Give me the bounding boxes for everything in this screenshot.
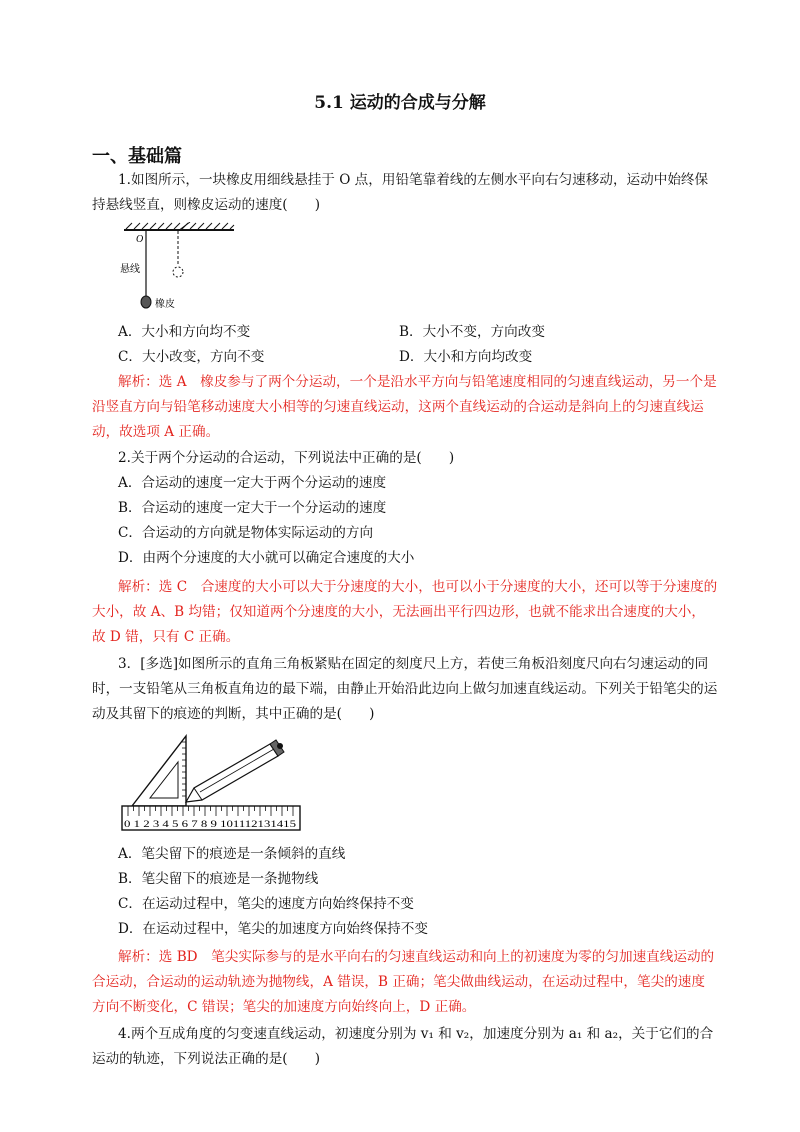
q3-option-b: B．笔尖留下的痕迹是一条抛物线 <box>118 871 319 887</box>
question-1-stem: 1.如图所示，一块橡皮用细线悬挂于 O 点，用铅笔靠着线的左侧水平向右匀速移动，运动中始终保持悬线竖直，则橡皮运动的速度( ) <box>92 172 709 213</box>
q1-option-c: C．大小改变，方向不变 <box>118 349 265 365</box>
question-4-stem: 4.两个互成角度的匀变速直线运动，初速度分别为 v₁ 和 v₂，加速度分别为 a₁ 和 a₂，关于它们的合运动的轨迹，下列说法正确的是( ) <box>92 1026 714 1067</box>
section-heading: 一、基础篇 <box>92 146 182 167</box>
page-title: 5.1 运动的合成与分解 <box>314 93 486 113</box>
ceiling-hatch <box>126 223 234 229</box>
triangle-ruler-figure <box>120 734 304 836</box>
string-label: 悬线 <box>120 264 140 275</box>
eraser-final-position <box>173 267 183 277</box>
question-3-stem: 3．[多选]如图所示的直角三角板紧贴在固定的刻度尺上方，若使三角板沿刻度尺向右匀速运动的同时，一支铅笔从三角板直角边的最下端，由静止开始沿此边向上做匀加速直线运动。下列关于铅笔尖的运动及其留下的痕迹的判断，其中正确的是( ) <box>92 656 718 722</box>
q1-option-b: B．大小不变，方向改变 <box>399 324 545 340</box>
q2-option-b: B．合运动的速度一定大于一个分运动的速度 <box>118 500 387 516</box>
q2-option-a: A．合运动的速度一定大于两个分运动的速度 <box>118 475 387 491</box>
ruler-numbers: 0 1 2 3 4 5 6 7 8 9 101112131415 <box>124 819 297 830</box>
eraser-icon <box>141 296 151 308</box>
question-2-stem: 2.关于两个分运动的合运动，下列说法中正确的是( ) <box>118 450 455 466</box>
q1-option-d: D．大小和方向均改变 <box>399 349 533 365</box>
q3-option-a: A．笔尖留下的痕迹是一条倾斜的直线 <box>118 846 346 862</box>
q1-answer: 解析：选 A 橡皮参与了两个分运动，一个是沿水平方向与铅笔速度相同的匀速直线运动，另一个是沿竖直方向与铅笔移动速度大小相等的匀速直线运动，这两个直线运动的合运动是斜向上的匀速直线运动，故选项 A 正确。 <box>92 374 717 440</box>
q3-option-c: C．在运动过程中，笔尖的速度方向始终保持不变 <box>118 896 414 912</box>
q3-option-d: D．在运动过程中，笔尖的加速度方向始终保持不变 <box>118 921 428 937</box>
point-o-label: O <box>136 234 144 245</box>
eraser-label: 橡皮 <box>155 299 175 310</box>
q2-option-c: C．合运动的方向就是物体实际运动的方向 <box>118 525 374 541</box>
eraser-pendulum-figure <box>120 222 240 316</box>
pencil-icon <box>186 740 284 802</box>
q2-answer: 解析：选 C 合速度的大小可以大于分速度的大小，也可以小于分速度的大小，还可以等于分速度的大小，故 A、B 均错；仅知道两个分速度的大小，无法画出平行四边形，也就不能求出合速度的大小，故 D 错，只有 C 正确。 <box>92 579 718 645</box>
q1-option-a: A．大小和方向均不变 <box>118 324 251 340</box>
q2-option-d: D．由两个分速度的大小就可以确定合速度的大小 <box>118 550 415 566</box>
q3-answer: 解析：选 BD 笔尖实际参与的是水平向右的匀速直线运动和向上的初速度为零的匀加速直线运动的合运动，合运动的运动轨迹为抛物线，A 错误，B 正确；笔尖做曲线运动，在运动过程中，笔尖的速度方向不断变化，C 错误；笔尖的加速度方向始终向上，D 正确。 <box>92 949 715 1015</box>
